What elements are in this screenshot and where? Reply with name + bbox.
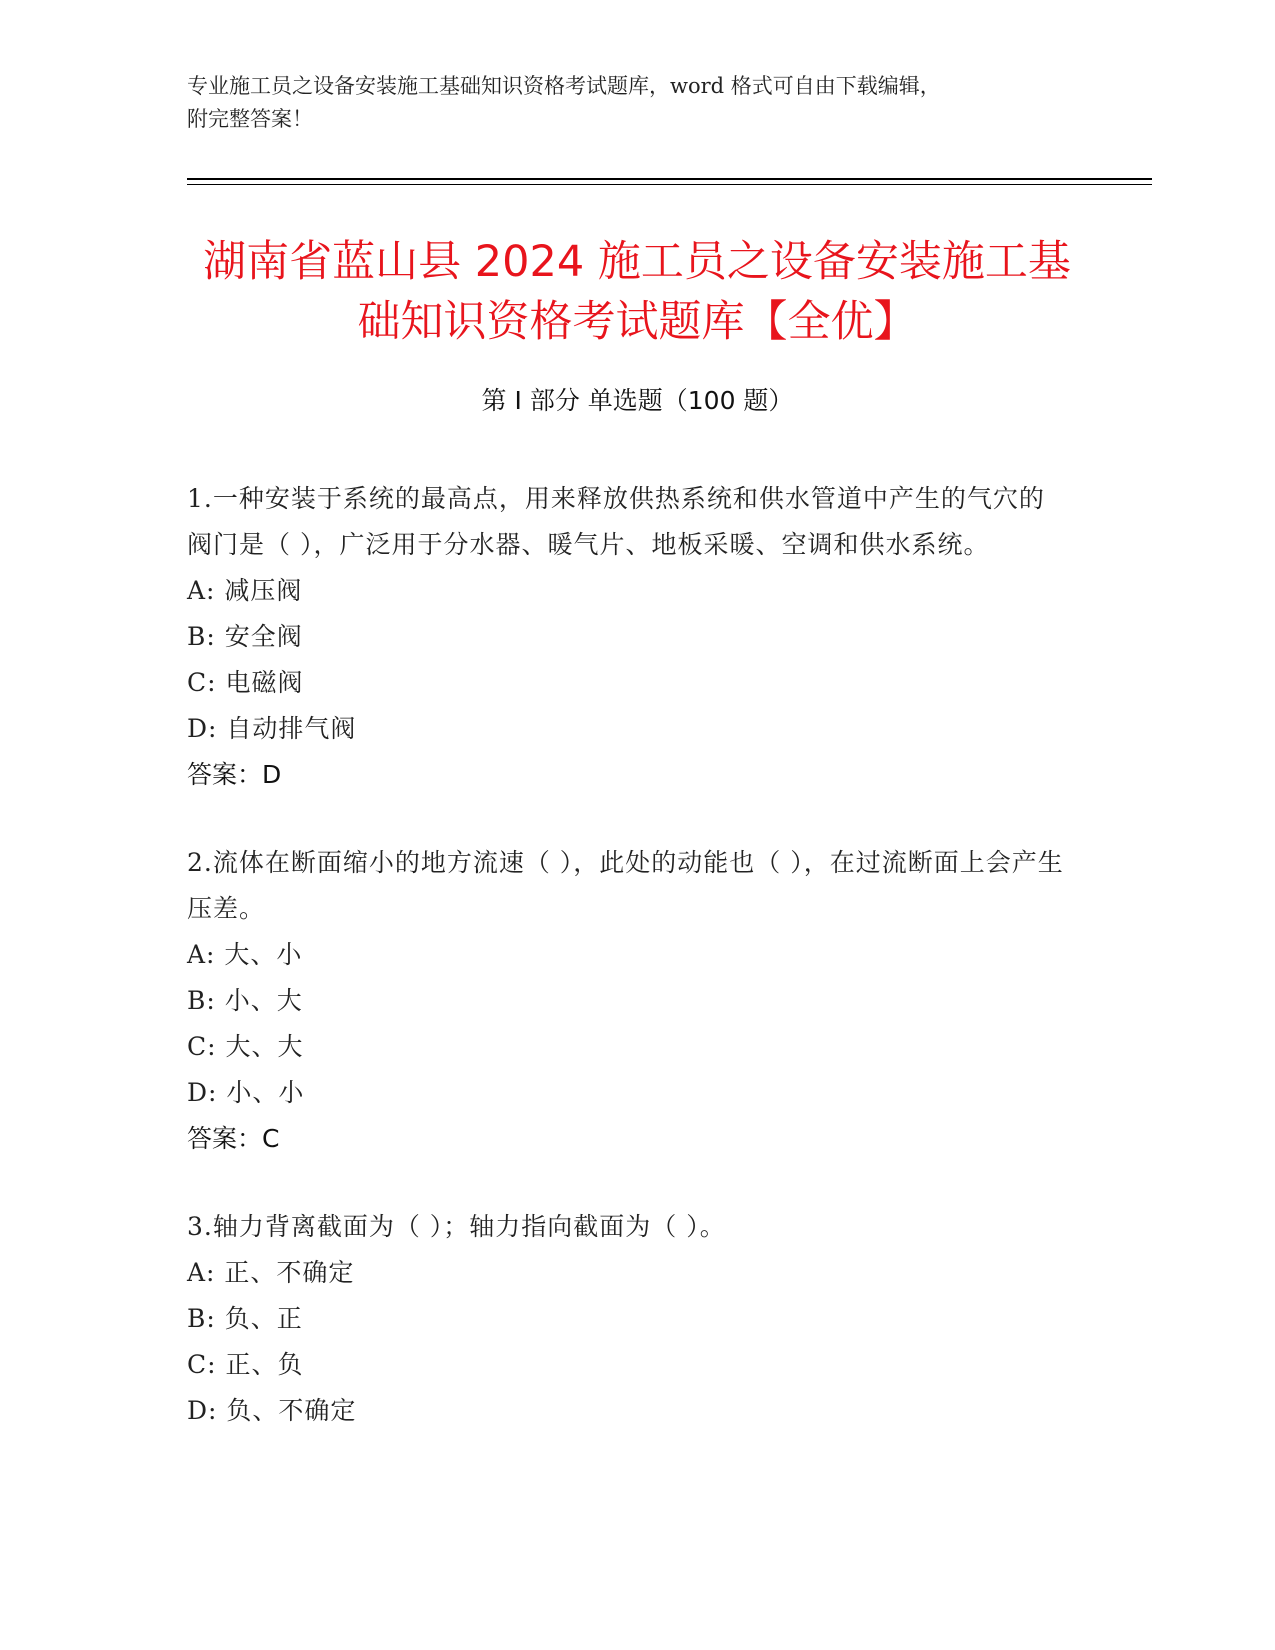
section-heading: 第 I 部分 单选题（100 题） — [481, 386, 794, 415]
question-stem: 3.轴力背离截面为（ ）；轴力指向截面为（ ）。 — [187, 1212, 726, 1241]
header-note — [187, 70, 1067, 136]
question-stem: 1.一种安装于系统的最高点，用来释放供热系统和供水管道中产生的气穴的阀门是（ ），广泛用于分水器、暖气片、地板采暖、空调和供水系统。 — [187, 484, 1045, 559]
option-d: D: 自动排气阀 — [187, 714, 357, 743]
answer: 答案：D — [187, 760, 282, 789]
option-a: A: 大、小 — [187, 940, 303, 969]
option-b: B: 安全阀 — [187, 622, 303, 651]
question-stem: 2.流体在断面缩小的地方流速（ ），此处的动能也（ ），在过流断面上会产生压差。 — [187, 848, 1064, 923]
document-title — [187, 232, 1087, 352]
question-1 — [187, 476, 1067, 798]
option-b: B: 负、正 — [187, 1304, 303, 1333]
header-divider-thick — [187, 178, 1152, 180]
option-d: D: 负、不确定 — [187, 1396, 357, 1425]
document-title-line-2: 础知识资格考试题库【全优】 — [357, 297, 917, 347]
answer: 答案：C — [187, 1124, 280, 1153]
question-list — [187, 476, 1067, 1476]
header-divider-thin — [187, 184, 1152, 185]
option-c: C: 大、大 — [187, 1032, 304, 1061]
header-note-line-2: 附完整答案！ — [187, 107, 313, 131]
document-title-line-1: 湖南省蓝山县 2024 施工员之设备安装施工基 — [203, 237, 1071, 287]
option-d: D: 小、小 — [187, 1078, 305, 1107]
question-2 — [187, 840, 1067, 1162]
option-c: C: 正、负 — [187, 1350, 304, 1379]
question-3 — [187, 1204, 1067, 1434]
option-a: A: 正、不确定 — [187, 1258, 355, 1287]
header-note-line-1: 专业施工员之设备安装施工基础知识资格考试题库，word 格式可自由下载编辑， — [187, 74, 941, 98]
option-b: B: 小、大 — [187, 986, 303, 1015]
option-a: A: 减压阀 — [187, 576, 303, 605]
option-c: C: 电磁阀 — [187, 668, 304, 697]
